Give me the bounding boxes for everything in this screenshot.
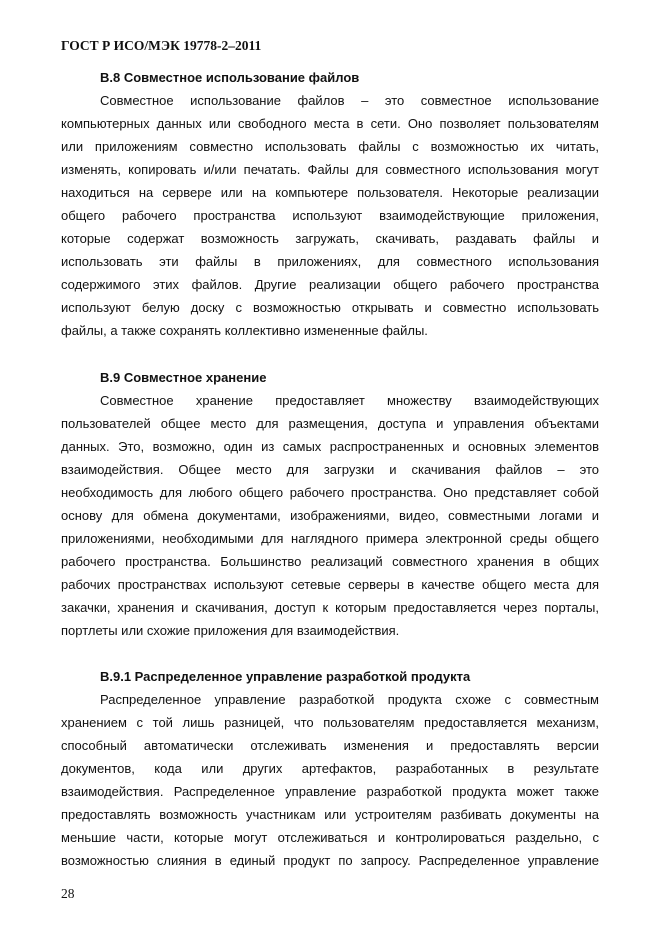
paragraph-line: рабочего пространства. Большинство реализаций совместного хранения в общих: [61, 554, 599, 569]
paragraph-line: изменять, копировать и/или печатать. Файлы для совместного использования могут: [61, 162, 599, 177]
section-heading: B.9 Совместное хранение: [100, 370, 267, 385]
section-heading: B.8 Совместное использование файлов: [100, 70, 360, 85]
page-number: 28: [61, 886, 75, 901]
paragraph-line: предоставлять возможность участникам или устроителям разбивать документы на: [61, 807, 599, 822]
paragraph-line: Совместное хранение предоставляет множеству взаимодействующих: [100, 393, 599, 408]
paragraph-line: файлы, а также сохранять коллективно измененные файлы.: [61, 323, 428, 338]
document-header: ГОСТ Р ИСО/МЭК 19778-2–2011: [61, 38, 262, 53]
paragraph-line: содержимого этих файлов. Другие реализации общего рабочего пространства: [61, 277, 599, 292]
paragraph-line: документов, кода или других артефактов, разработанных в результате: [61, 761, 599, 776]
paragraph-line: взаимодействия. Общее место для загрузки и скачивания файлов – это: [61, 462, 599, 477]
section-b9: [61, 366, 599, 642]
paragraph-line: способный автоматически отслеживать изменения и предоставлять версии: [61, 738, 599, 753]
paragraph-line: портлеты или схожие приложения для взаимодействия.: [61, 623, 400, 638]
paragraph-line: пользователей общее место для размещения, доступа и управления объектами: [61, 416, 599, 431]
paragraph-line: находиться на сервере или на компьютере пользователя. Некоторые реализации: [61, 185, 599, 200]
paragraph-line: Совместное использование файлов – это совместное использование: [100, 93, 599, 108]
paragraph-line: или приложениям совместно использовать файлы с возможностью их читать,: [61, 139, 599, 154]
paragraph-line: взаимодействия. Распределенное управление разработкой продукта может также: [61, 784, 599, 799]
paragraph-line: данных. Это, возможно, один из самых распространенных и основных элементов: [61, 439, 599, 454]
section-b8: [61, 66, 599, 342]
section-heading: B.9.1 Распределенное управление разработкой продукта: [100, 669, 471, 684]
section-b9-1: [61, 665, 599, 872]
paragraph-line: меньшие части, которые могут отслеживаться и контролироваться раздельно, с: [61, 830, 599, 845]
paragraph-line: Распределенное управление разработкой продукта схоже с совместным: [100, 692, 599, 707]
paragraph-line: общего рабочего пространства используют взаимодействующие приложения,: [61, 208, 599, 223]
paragraph-line: хранением с той лишь разницей, что пользователям предоставляется механизм,: [61, 715, 599, 730]
paragraph-line: возможностью слияния в единый продукт по запросу. Распределенное управление: [61, 853, 599, 868]
paragraph-line: приложениями, необходимыми для наглядного примера электронной среды общего: [61, 531, 599, 546]
paragraph-line: рабочих пространствах используют сетевые серверы в качестве общего места для: [61, 577, 599, 592]
paragraph-line: необходимость для любого общего рабочего пространства. Оно представляет собой: [61, 485, 599, 500]
paragraph-line: использовать эти файлы в приложениях, для совместного использования: [61, 254, 599, 269]
paragraph-line: компьютерных данных или свободного места в сети. Оно позволяет пользователям: [61, 116, 599, 131]
paragraph-line: закачки, хранения и скачивания, доступ к которым предоставляется через порталы,: [61, 600, 599, 615]
paragraph-line: используют белую доску с возможностью открывать и совместно использовать: [61, 300, 599, 315]
paragraph-line: которые содержат возможность загружать, скачивать, раздавать файлы и: [61, 231, 599, 246]
paragraph-line: основу для обмена документами, изображениями, видео, совместными логами и: [61, 508, 599, 523]
